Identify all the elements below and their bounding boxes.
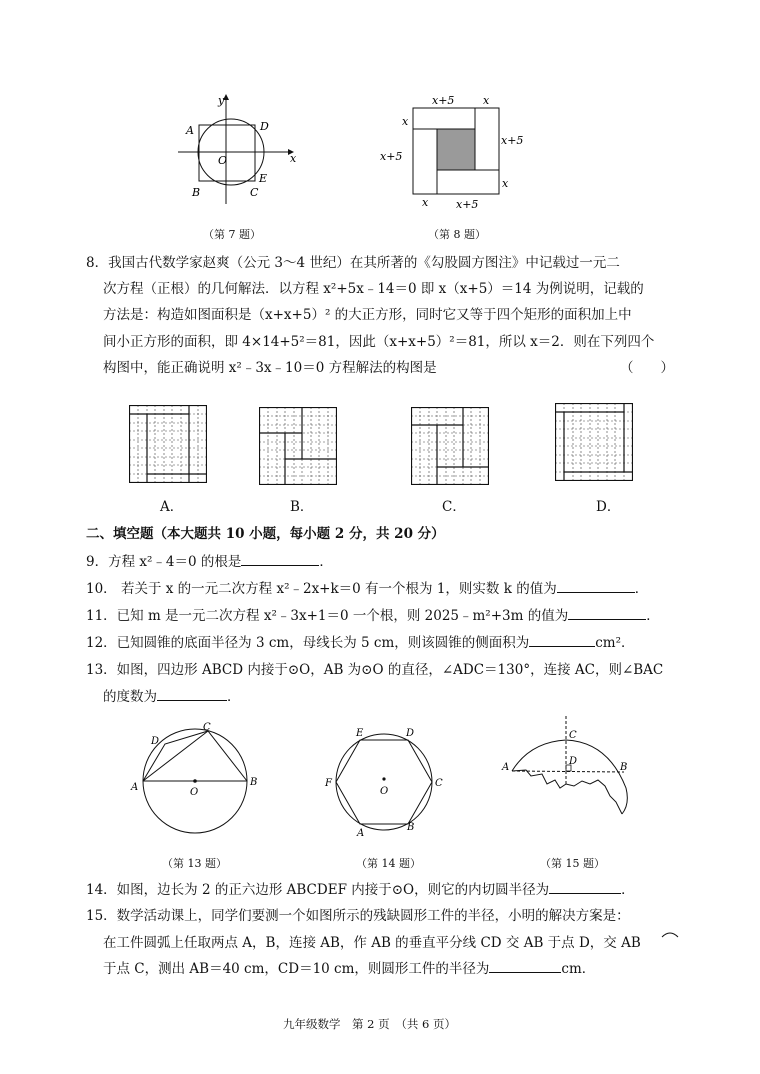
fig15-label-d: D: [569, 756, 578, 767]
q8-line-2: 次方程（正根）的几何解法．以方程 x²+5x﹣14＝0 即 x（x+5）＝14 为例说明，记载的: [103, 281, 644, 297]
q14: [86, 879, 635, 901]
q13-answer-blank[interactable]: [157, 686, 227, 701]
q10-end: ．: [634, 581, 649, 597]
q10: [86, 578, 648, 600]
fig14-label-f: F: [325, 778, 332, 789]
q12-answer-blank[interactable]: [529, 632, 595, 647]
fig14-label-o: O: [380, 786, 389, 797]
q8-option-b: B．: [290, 499, 314, 515]
fig7-label-a: A: [186, 124, 194, 137]
figure-14: [322, 724, 452, 842]
q11-end: ．: [646, 608, 660, 624]
q12-end: cm²．: [595, 635, 635, 651]
q8-option-b-figure: [259, 407, 337, 485]
q8-option-c-figure: [411, 407, 489, 485]
q8-line-1: 8．我国古代数学家赵爽（公元 3～4 世纪）在其所著的《勾股圆方图注》中记载过一元二: [86, 255, 620, 271]
q12-text: 12．已知圆锥的底面半径为 3 cm，母线长为 5 cm，则该圆锥的侧面积为: [86, 635, 530, 651]
q13-end: ．: [227, 689, 241, 705]
fig13-label-c: C: [203, 722, 211, 733]
section-2-heading: 二、填空题（本大题共 10 小题，每小题 2 分，共 20 分）: [86, 526, 445, 542]
arc-ab-symbol: [660, 930, 680, 938]
fig8-label-left-top: x: [402, 115, 409, 128]
q15-answer-blank[interactable]: [489, 958, 561, 973]
q10-answer-blank[interactable]: [557, 578, 635, 593]
q13-line-1: 13．如图，四边形 ABCD 内接于⊙O，AB 为⊙O 的直径，∠ADC＝130°，连接 AC，则∠BAC: [86, 662, 664, 678]
fig15-label-b: B: [620, 762, 628, 773]
q8-option-a: A．: [160, 499, 184, 515]
q9-answer-blank[interactable]: [241, 551, 319, 566]
fig15-label-a: A: [502, 762, 510, 773]
q14-answer-blank[interactable]: [549, 879, 621, 894]
page-footer: 九年级数学 第 2 页 （共 6 页）: [283, 1017, 457, 1031]
q11: [86, 605, 660, 627]
q8-line-5: 构图中，能正确说明 x²﹣3x﹣10＝0 方程解法的构图是: [103, 360, 437, 376]
fig8-label-bottom-b: x+5: [456, 198, 479, 211]
fig7-label-e: E: [259, 172, 268, 185]
q9-text: 9．方程 x²﹣4＝0 的根是: [86, 554, 242, 570]
fig7-label-x: x: [290, 152, 297, 165]
fig14-label-c: C: [435, 778, 443, 789]
fig14-label-a: A: [357, 828, 365, 839]
fig14-caption: （第 14 题）: [356, 857, 421, 870]
fig13-label-d: D: [151, 736, 160, 747]
q9-end: ．: [319, 554, 333, 570]
figure-8: [375, 92, 535, 217]
q8-option-a-figure: [129, 405, 207, 483]
q15-line-3: [103, 958, 595, 980]
fig15-caption: （第 15 题）: [540, 857, 605, 870]
q10-text: 10． 若关于 x 的一元二次方程 x²﹣2x+k＝0 有一个根为 1，则实数 k 的值为: [86, 581, 557, 597]
q11-answer-blank[interactable]: [568, 605, 646, 620]
fig7-caption: （第 7 题）: [203, 228, 261, 241]
fig8-label-top-a: x+5: [432, 94, 455, 107]
q8-answer-paren: （ ）: [620, 360, 674, 376]
fig13-label-b: B: [250, 777, 258, 788]
q9: [86, 551, 333, 573]
q13-line-2: [103, 686, 241, 708]
fig13-label-o: O: [190, 787, 199, 798]
fig14-label-e: E: [356, 728, 364, 739]
q15-line-2: 在工件圆弧上任取两点 A，B，连接 AB，作 AB 的垂直平分线 CD 交 AB 于点 D，交 AB: [103, 935, 641, 951]
fig13-label-a: A: [131, 782, 139, 793]
q11-text: 11．已知 m 是一元二次方程 x²﹣3x+1＝0 一个根，则 2025﹣m²+3m 的值为: [86, 608, 569, 624]
fig15-label-c: C: [569, 730, 577, 741]
fig7-label-y: y: [218, 94, 225, 107]
fig8-label-bottom-a: x: [422, 196, 429, 209]
q15-line-1: 15．数学活动课上，同学们要测一个如图所示的残缺圆形工件的半径，小明的解决方案是：: [86, 908, 630, 924]
fig8-label-right-top: x+5: [501, 134, 524, 147]
fig8-label-top-b: x: [483, 94, 490, 107]
figure-13: [128, 720, 268, 838]
q12: [86, 632, 635, 654]
q8-option-d: D．: [596, 499, 621, 515]
fig14-label-d: D: [406, 728, 415, 739]
fig7-label-b: B: [192, 186, 201, 199]
q15-end: cm．: [561, 961, 596, 977]
fig7-label-d: D: [260, 120, 269, 133]
fig14-label-b: B: [407, 822, 415, 833]
fig8-label-right-bottom: x: [502, 177, 509, 190]
q14-text: 14．如图，边长为 2 的正六边形 ABCDEF 内接于⊙O，则它的内切圆半径为: [86, 882, 550, 898]
q15-text: 于点 C，测出 AB＝40 cm，CD＝10 cm，则圆形工件的半径为: [103, 961, 490, 977]
q14-end: ．: [621, 882, 635, 898]
q8-option-d-figure: [555, 403, 633, 481]
fig7-label-o: O: [218, 154, 228, 167]
figure-7: [170, 92, 310, 222]
q13-text: 的度数为: [103, 689, 157, 705]
fig8-caption: （第 8 题）: [428, 228, 486, 241]
fig13-caption: （第 13 题）: [162, 857, 227, 870]
fig8-label-left-mid: x+5: [380, 150, 403, 163]
figure-15: [500, 714, 640, 826]
q8-line-4: 间小正方形的面积，即 4×14+5²＝81，因此（x+x+5）²＝81，所以 x＝2．则在下列四个: [103, 334, 655, 350]
q8-line-3: 方法是：构造如图面积是（x+x+5）² 的大正方形，同时它又等于四个矩形的面积加上中: [103, 307, 632, 323]
fig7-label-c: C: [250, 186, 259, 199]
q8-option-c: C．: [442, 499, 466, 515]
